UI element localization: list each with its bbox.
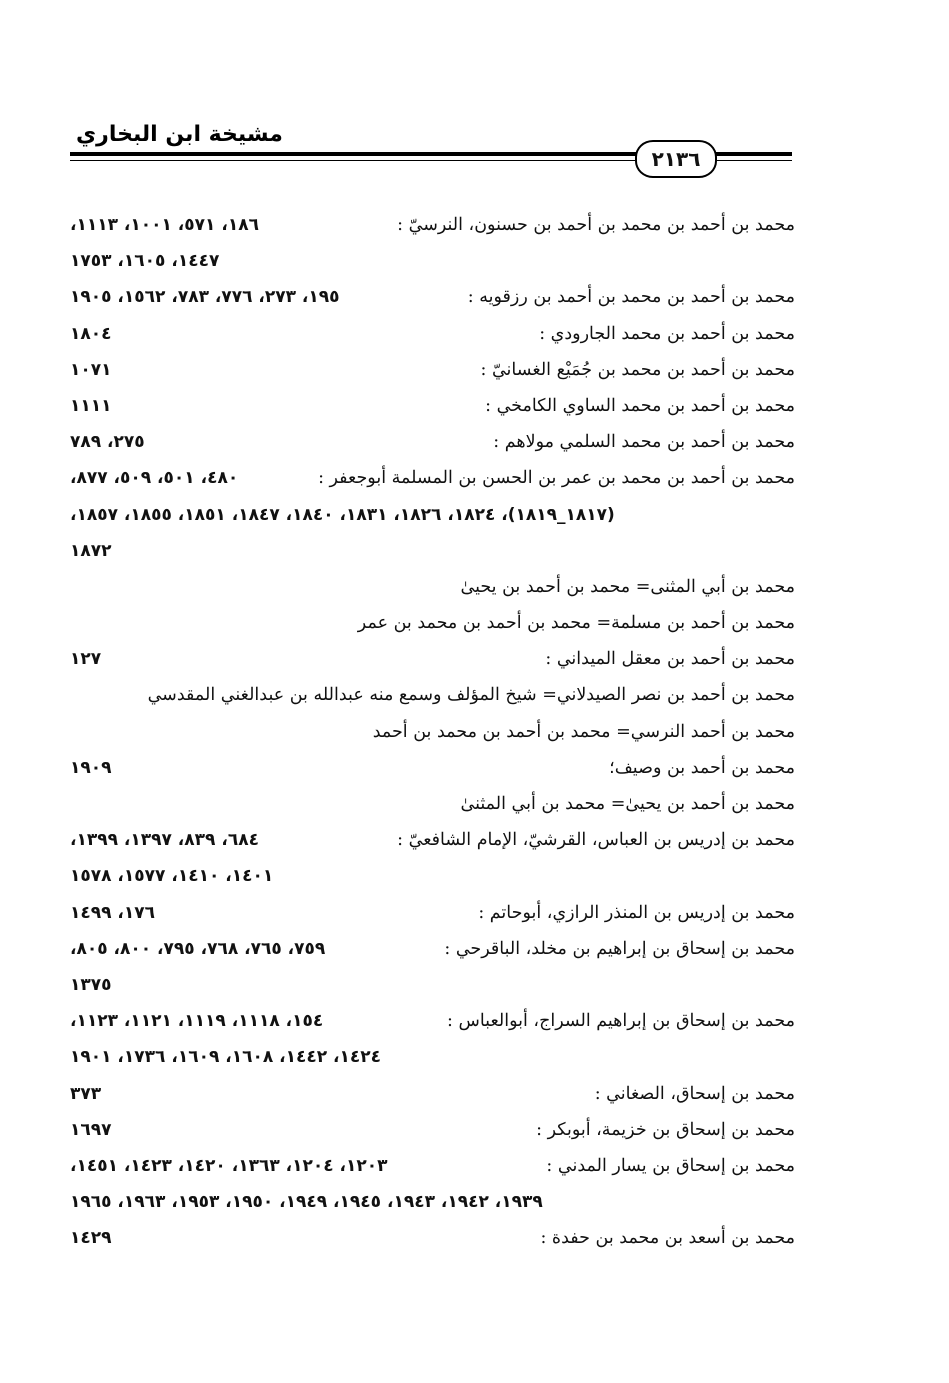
- index-entry: [70, 858, 795, 894]
- index-entry: [70, 424, 795, 460]
- entry-name: محمد بن أحمد بن نصر الصيدلاني= شيخ المؤلف وسمع منه عبدالله بن عبدالغني المقدسي: [147, 685, 795, 706]
- entry-name: محمد بن إسحاق بن إبراهيم بن مخلد، الباقرحي :: [444, 938, 795, 959]
- entry-name: محمد بن أبي المثنى= محمد بن أحمد بن يحيىٰ: [460, 576, 795, 597]
- index-entries: [70, 207, 795, 1256]
- index-entry: [70, 207, 795, 243]
- index-entry: [70, 1220, 795, 1256]
- index-entry: [70, 605, 795, 641]
- entry-refs: ١٤٢٤، ١٤٤٢، ١٦٠٨، ١٦٠٩، ١٧٣٦، ١٩٠١: [70, 1047, 382, 1068]
- index-entry: [70, 931, 795, 967]
- entry-name: محمد بن أحمد بن مسلمة= محمد بن أحمد بن محمد بن عمر: [357, 613, 795, 634]
- entry-refs: ١٢٠٣، ١٢٠٤، ١٣٦٣، ١٤٢٠، ١٤٢٣، ١٤٥١،: [70, 1155, 388, 1176]
- entry-name: محمد بن أحمد بن وصيف؛: [609, 757, 795, 778]
- index-entry: [70, 641, 795, 677]
- entry-name: محمد بن أحمد بن يحيىٰ= محمد بن أبي المثنىٰ: [460, 794, 795, 814]
- entry-refs: ١٥٤، ١١١٨، ١١١٩، ١١٢١، ١١٢٣،: [70, 1011, 324, 1032]
- entry-refs: ١٢٧: [70, 649, 102, 670]
- index-entry: [70, 243, 795, 279]
- page-number: ٢١٣٦: [651, 147, 701, 171]
- entry-refs: ١٨٦، ٥٧١، ١٠٠١، ١١١٣،: [70, 215, 259, 235]
- book-title: مشيخة ابن البخاري: [76, 122, 283, 147]
- entry-name: محمد بن أحمد بن معقل الميداني :: [545, 649, 795, 670]
- entry-refs: ١٦٩٧: [70, 1119, 112, 1140]
- index-entry: [70, 714, 795, 750]
- entry-name: محمد بن إسحاق، الصغاني :: [594, 1083, 795, 1104]
- entry-name: محمد بن إسحاق بن يسار المدني :: [546, 1155, 795, 1176]
- entry-name: محمد بن إدريس بن المنذر الرازي، أبوحاتم :: [478, 902, 795, 923]
- entry-name: محمد بن إدريس بن العباس، القرشيّ، الإمام الشافعيّ :: [397, 830, 795, 851]
- entry-name: محمد بن أحمد بن محمد بن أحمد بن حسنون، النرسيّ :: [397, 215, 795, 235]
- index-entry: [70, 569, 795, 605]
- index-entry: [70, 533, 795, 569]
- entry-refs: ١٨٠٤: [70, 323, 112, 344]
- entry-name: محمد بن أحمد النرسي= محمد بن أحمد بن محمد بن أحمد: [372, 721, 795, 742]
- entry-refs: ١٩٠٩: [70, 757, 112, 778]
- index-entry: [70, 1184, 795, 1220]
- index-entry: [70, 388, 795, 424]
- index-entry: [70, 786, 795, 822]
- entry-refs: ١٤٢٩: [70, 1228, 112, 1249]
- index-entry: [70, 497, 795, 533]
- page-number-badge: [635, 140, 717, 178]
- entry-refs: ٣٧٣: [70, 1083, 102, 1104]
- entry-name: محمد بن أسعد بن محمد بن حفدة :: [540, 1228, 795, 1249]
- page-header: [70, 110, 792, 190]
- entry-refs: ٢٧٥، ٧٨٩: [70, 432, 145, 453]
- index-entry: [70, 750, 795, 786]
- entry-refs: ١٣٧٥: [70, 974, 112, 995]
- index-entry: [70, 279, 795, 315]
- entry-refs: ١١١١: [70, 395, 112, 416]
- index-entry: [70, 460, 795, 496]
- entry-refs: ١٩٣٩، ١٩٤٢، ١٩٤٣، ١٩٤٥، ١٩٤٩، ١٩٥٠، ١٩٥٣، ١٩٦٣، ١٩٦٥: [70, 1192, 543, 1213]
- entry-name: محمد بن أحمد بن محمد الجارودي :: [539, 323, 795, 344]
- index-entry: [70, 1076, 795, 1112]
- entry-name: محمد بن أحمد بن محمد بن عمر بن الحسن بن المسلمة أبوجعفر :: [318, 468, 795, 489]
- entry-name: محمد بن أحمد بن محمد بن أحمد بن رزقويه :: [467, 287, 795, 308]
- index-entry: [70, 1112, 795, 1148]
- entry-name: محمد بن أحمد بن محمد الساوي الكامخي :: [485, 395, 795, 416]
- index-entry: [70, 1003, 795, 1039]
- entry-refs: ١٩٥، ٢٧٣، ٧٧٦، ٧٨٣، ١٥٦٢، ١٩٠٥: [70, 287, 340, 308]
- index-entry: [70, 316, 795, 352]
- entry-name: محمد بن إسحاق بن إبراهيم السراج، أبوالعباس :: [447, 1011, 795, 1032]
- index-entry: [70, 1039, 795, 1075]
- entry-refs: ٤٨٠، ٥٠١، ٥٠٩، ٨٧٧،: [70, 468, 239, 489]
- entry-refs: (١٨١٧_١٨١٩)، ١٨٢٤، ١٨٢٦، ١٨٣١، ١٨٤٠، ١٨٤٧، ١٨٥١، ١٨٥٥، ١٨٥٧،: [70, 504, 615, 525]
- entry-refs: ١٤٤٧، ١٦٠٥، ١٧٥٣: [70, 251, 220, 272]
- entry-refs: ٦٨٤، ٨٣٩، ١٣٩٧، ١٣٩٩،: [70, 830, 259, 851]
- index-entry: [70, 822, 795, 858]
- index-entry: [70, 677, 795, 713]
- entry-refs: ١٧٦، ١٤٩٩: [70, 902, 156, 923]
- entry-name: محمد بن أحمد بن محمد السلمي مولاهم :: [493, 432, 795, 453]
- index-entry: [70, 1148, 795, 1184]
- index-entry: [70, 895, 795, 931]
- index-entry: [70, 352, 795, 388]
- entry-name: محمد بن أحمد بن محمد بن جُمَيْع الغسانيّ :: [480, 359, 795, 380]
- entry-refs: ٧٥٩، ٧٦٥، ٧٦٨، ٧٩٥، ٨٠٠، ٨٠٥،: [70, 938, 326, 959]
- entry-name: محمد بن إسحاق بن خزيمة، أبوبكر :: [536, 1119, 795, 1140]
- index-entry: [70, 967, 795, 1003]
- entry-refs: ١٠٧١: [70, 359, 112, 380]
- entry-refs: ١٨٧٢: [70, 540, 112, 561]
- entry-refs: ١٤٠١، ١٤١٠، ١٥٧٧، ١٥٧٨: [70, 866, 274, 887]
